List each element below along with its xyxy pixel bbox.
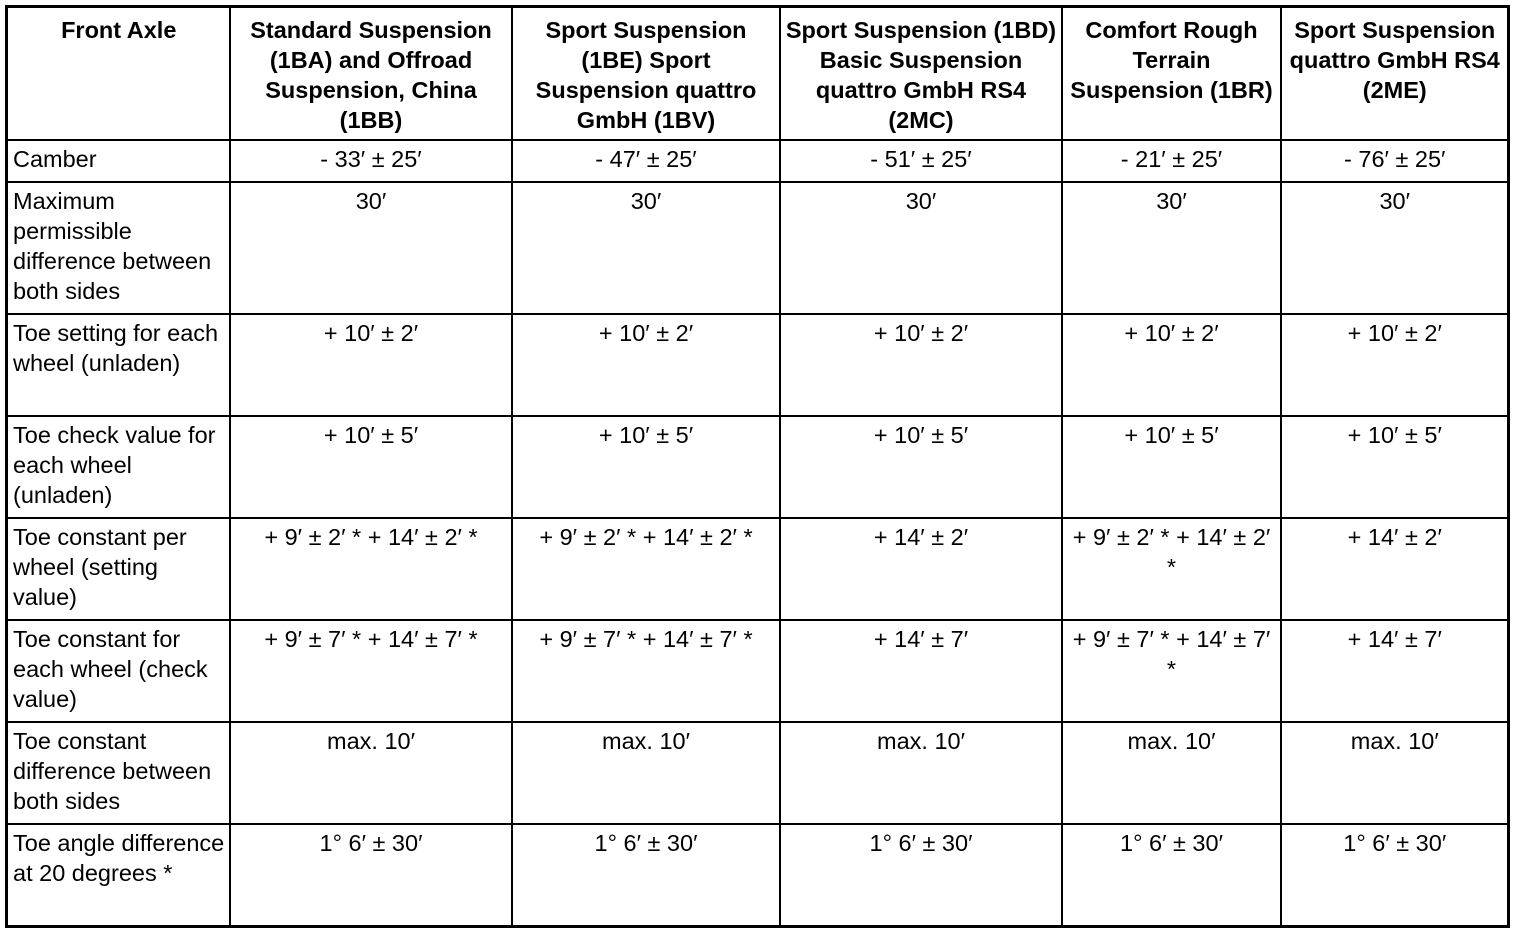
table-cell: max. 10′ [1281, 722, 1509, 824]
table-cell: - 21′ ± 25′ [1062, 140, 1281, 182]
row-label: Toe angle difference at 20 degrees * [7, 824, 230, 927]
row-label: Toe constant for each wheel (check value) [7, 620, 230, 722]
header-row [7, 7, 1509, 141]
table-cell: 30′ [1281, 182, 1509, 314]
table-cell: 30′ [230, 182, 512, 314]
table-cell: + 10′ ± 5′ [230, 416, 512, 518]
row-label: Maximum permissible difference between both sides [7, 182, 230, 314]
table-cell: + 10′ ± 2′ [780, 314, 1062, 416]
table-cell: + 10′ ± 2′ [1062, 314, 1281, 416]
header-sport-suspension-1bd: Sport Suspension (1BD) Basic Suspension quattro GmbH RS4 (2MC) [780, 7, 1062, 141]
row-label: Camber [7, 140, 230, 182]
table-cell: max. 10′ [780, 722, 1062, 824]
table-cell: + 10′ ± 5′ [1062, 416, 1281, 518]
table-cell: 1° 6′ ± 30′ [230, 824, 512, 927]
table-row-max-difference [7, 182, 1509, 314]
table-cell: + 10′ ± 5′ [780, 416, 1062, 518]
table-cell: 1° 6′ ± 30′ [512, 824, 780, 927]
table-cell: + 10′ ± 5′ [1281, 416, 1509, 518]
table-cell: + 9′ ± 7′ * + 14′ ± 7′ * [1062, 620, 1281, 722]
table-cell: max. 10′ [512, 722, 780, 824]
header-sport-suspension-1be: Sport Suspension (1BE) Sport Suspension quattro GmbH (1BV) [512, 7, 780, 141]
table-cell: + 9′ ± 2′ * + 14′ ± 2′ * [1062, 518, 1281, 620]
table-cell: + 9′ ± 7′ * + 14′ ± 7′ * [512, 620, 780, 722]
table-cell: + 14′ ± 7′ [1281, 620, 1509, 722]
table-row-toe-constant-check [7, 620, 1509, 722]
table-cell: 30′ [780, 182, 1062, 314]
row-label: Toe setting for each wheel (unladen) [7, 314, 230, 416]
table-cell: 1° 6′ ± 30′ [1062, 824, 1281, 927]
table-cell: + 9′ ± 7′ * + 14′ ± 7′ * [230, 620, 512, 722]
row-label: Toe constant difference between both sides [7, 722, 230, 824]
table-cell: max. 10′ [230, 722, 512, 824]
row-label: Toe constant per wheel (setting value) [7, 518, 230, 620]
table-row-toe-constant-difference [7, 722, 1509, 824]
table-row-camber [7, 140, 1509, 182]
header-sport-suspension-rs4: Sport Suspension quattro GmbH RS4 (2ME) [1281, 7, 1509, 141]
table-cell: 30′ [512, 182, 780, 314]
table-cell: + 9′ ± 2′ * + 14′ ± 2′ * [230, 518, 512, 620]
table-row-toe-angle-difference [7, 824, 1509, 927]
table-cell: - 51′ ± 25′ [780, 140, 1062, 182]
front-axle-spec-table [5, 5, 1510, 928]
table-cell: + 10′ ± 2′ [512, 314, 780, 416]
table-cell: 30′ [1062, 182, 1281, 314]
table-cell: 1° 6′ ± 30′ [1281, 824, 1509, 927]
table-cell: + 10′ ± 2′ [1281, 314, 1509, 416]
table-cell: max. 10′ [1062, 722, 1281, 824]
table-cell: + 14′ ± 2′ [780, 518, 1062, 620]
table-cell: 1° 6′ ± 30′ [780, 824, 1062, 927]
table-cell: + 14′ ± 2′ [1281, 518, 1509, 620]
table-row-toe-constant-setting [7, 518, 1509, 620]
table-cell: + 14′ ± 7′ [780, 620, 1062, 722]
table-cell: + 10′ ± 5′ [512, 416, 780, 518]
header-comfort-rough-terrain: Comfort Rough Terrain Suspension (1BR) [1062, 7, 1281, 141]
header-standard-suspension: Standard Suspension (1BA) and Offroad Suspension, China (1BB) [230, 7, 512, 141]
row-label: Toe check value for each wheel (unladen) [7, 416, 230, 518]
table-row-toe-setting [7, 314, 1509, 416]
table-cell: - 47′ ± 25′ [512, 140, 780, 182]
table-row-toe-check [7, 416, 1509, 518]
table-cell: + 9′ ± 2′ * + 14′ ± 2′ * [512, 518, 780, 620]
header-front-axle: Front Axle [7, 7, 230, 141]
table-cell: - 76′ ± 25′ [1281, 140, 1509, 182]
table-cell: - 33′ ± 25′ [230, 140, 512, 182]
table-cell: + 10′ ± 2′ [230, 314, 512, 416]
